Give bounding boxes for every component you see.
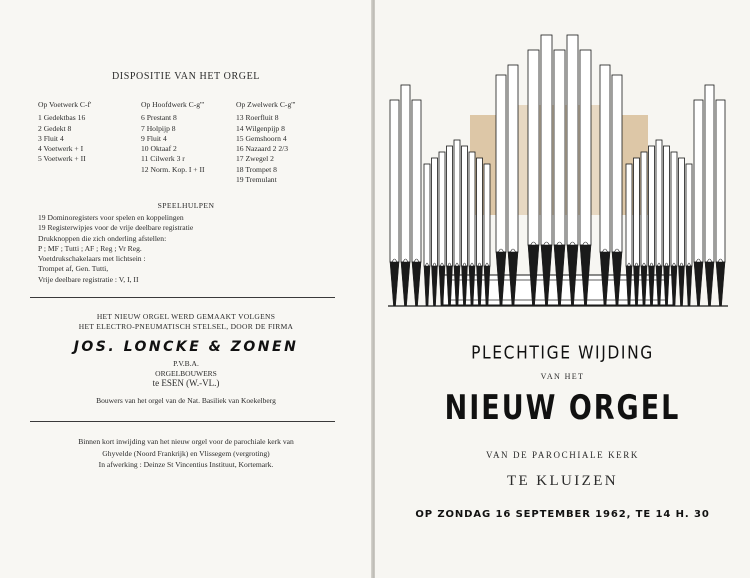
date-line: OP ZONDAG 16 SEPTEMBER 1962, TE 14 H. 30 xyxy=(415,509,710,520)
note-line: In afwerking : Deinze St Vincentius Instituut, Kortemark. xyxy=(98,460,274,469)
stop-item: 5 Voetwerk + II xyxy=(38,154,86,164)
pipe xyxy=(612,75,622,252)
church-line: VAN DE PAROCHIALE KERK xyxy=(486,450,639,460)
pipe xyxy=(469,152,475,266)
pipe xyxy=(580,50,591,245)
pipe xyxy=(567,35,578,245)
pipe xyxy=(412,100,421,262)
stop-item: 12 Norm. Kop. I + II xyxy=(141,164,205,174)
pipe xyxy=(496,75,506,252)
organ-pipes xyxy=(388,35,728,306)
stop-item: 4 Voetwerk + I xyxy=(38,144,84,154)
pipe xyxy=(484,164,490,266)
pipe xyxy=(634,158,640,266)
place-line: TE KLUIZEN xyxy=(506,473,619,489)
stop-item: 16 Nazaard 2 2/3 xyxy=(236,144,289,154)
organ-facade-illustration xyxy=(388,30,728,320)
disposition-title: DISPOSITIE VAN HET ORGEL xyxy=(111,71,261,82)
pipe xyxy=(679,158,685,266)
stop-item: 13 Roerfluit 8 xyxy=(236,113,279,123)
speelhulp-item: 19 Dominoregisters voor spelen en koppelingen xyxy=(38,213,184,222)
title-plechtige-wijding: PLECHTIGE WIJDING xyxy=(471,342,654,364)
divider xyxy=(30,297,335,298)
left-page xyxy=(0,0,372,578)
speelhulp-item: Vrije deelbare registratie : V, I, II xyxy=(38,274,139,284)
stops-column-voetwerk xyxy=(38,100,134,165)
pipe-foot xyxy=(401,262,410,306)
pipe xyxy=(694,100,703,262)
column-heading: Op Zwelwerk C-g''' xyxy=(236,100,296,109)
pipe xyxy=(528,50,539,245)
stops-column-hoofdwerk xyxy=(141,100,233,175)
firm-reference: Bouwers van het orgel van de Nat. Basiliek van Koekelberg xyxy=(96,396,276,405)
speelhulp-item: 19 Registerwipjes voor de vrije deelbare registratie xyxy=(38,223,194,233)
pipe xyxy=(390,100,399,262)
speelhulp-item: Voetdrukschakelaars met lichtsein : xyxy=(38,254,146,264)
pipe xyxy=(541,35,552,245)
pipe xyxy=(401,85,410,262)
subtitle-van-het: VAN HET xyxy=(540,372,585,381)
pipe-foot xyxy=(716,262,725,306)
speelhulp-item: Trompet af, Gen. Tutti, xyxy=(38,264,109,274)
speelhulpen-title: SPEELHULPEN xyxy=(157,201,215,210)
stop-item: 7 Holpijp 8 xyxy=(141,123,176,133)
pipe-foot xyxy=(686,266,692,306)
pipe xyxy=(664,146,670,266)
pipe xyxy=(447,146,453,266)
pipe xyxy=(626,164,632,266)
pipe xyxy=(454,140,460,266)
pipe-foot xyxy=(424,266,430,306)
stop-item: 17 Zwegel 2 xyxy=(236,154,274,164)
speelhulpen-list xyxy=(38,213,338,285)
pipe-foot xyxy=(705,262,714,306)
main-title: NIEUW ORGEL xyxy=(444,389,681,428)
pipe-foot xyxy=(432,266,438,306)
stop-item: 9 Fluit 4 xyxy=(141,133,167,143)
divider xyxy=(30,421,335,422)
stop-item: 2 Gedekt 8 xyxy=(38,123,72,133)
stop-item: 14 Wilgenpijp 8 xyxy=(236,123,285,133)
note-line: Ghyvelde (Noord Frankrijk) en Vlissegem (vergroting) xyxy=(102,448,270,458)
firm-intro-line: HET NIEUW ORGEL WERD GEMAAKT VOLGENS xyxy=(96,312,276,321)
upcoming-note xyxy=(0,436,372,471)
pipe xyxy=(641,152,647,266)
pipe xyxy=(600,65,610,252)
pipe-foot xyxy=(679,266,685,306)
pipe-foot xyxy=(390,262,399,306)
stop-item: 1 Gedektbas 16 xyxy=(38,113,86,123)
firm-city: te ESEN (W.-VL.) xyxy=(152,378,220,388)
firm-name: JOS. LONCKE & ZONEN xyxy=(73,339,299,355)
firm-legal-form: P.V.B.A. xyxy=(173,359,199,368)
pipe xyxy=(424,164,430,266)
firm-trade: ORGELBOUWERS xyxy=(155,368,217,378)
pipe xyxy=(554,50,565,245)
pipe xyxy=(462,146,468,266)
stop-item: 6 Prestant 8 xyxy=(141,113,177,123)
pipe xyxy=(477,158,483,266)
stop-item: 3 Fluit 4 xyxy=(38,133,64,143)
column-heading: Op Voetwerk C-f' xyxy=(38,100,92,109)
pipe-foot xyxy=(412,262,421,306)
column-heading: Op Hoofdwerk C-g''' xyxy=(141,100,205,109)
pipe xyxy=(686,164,692,266)
speelhulp-item: Drukknoppen die zich onderling afstellen: xyxy=(38,233,167,243)
firm-block xyxy=(0,312,372,406)
speelhulp-item: P ; MF ; Tutti ; AF ; Reg ; Vr Reg. xyxy=(38,243,142,253)
stop-item: 18 Trompet 8 xyxy=(236,164,277,174)
stop-item: 19 Tremulant xyxy=(236,175,277,185)
stops-column-zwelwerk xyxy=(236,100,336,185)
pipe xyxy=(716,100,725,262)
pipe xyxy=(508,65,518,252)
pipe xyxy=(705,85,714,262)
stop-item: 10 Oktaaf 2 xyxy=(141,144,177,154)
pipe xyxy=(671,152,677,266)
pipe-foot xyxy=(694,262,703,306)
pipe xyxy=(656,140,662,266)
pipe xyxy=(432,158,438,266)
stop-item: 11 Cilwerk 3 r xyxy=(141,154,185,164)
firm-intro-line: HET ELECTRO-PNEUMATISCH STELSEL, DOOR DE FIRMA xyxy=(78,322,294,331)
pipe xyxy=(649,146,655,266)
pipe xyxy=(439,152,445,266)
note-line: Binnen kort inwijding van het nieuw orgel voor de parochiale kerk van xyxy=(78,437,294,446)
stop-item: 15 Gemshoorn 4 xyxy=(236,133,287,143)
